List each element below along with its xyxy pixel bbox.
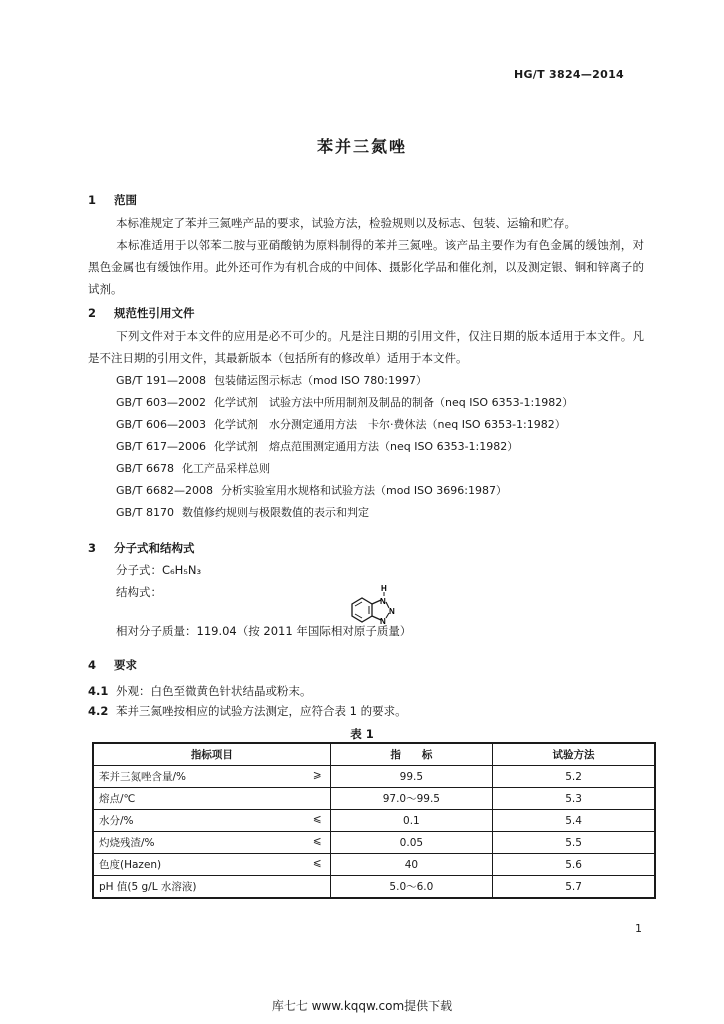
- structure-hydrogen-label: H: [381, 584, 387, 593]
- item-cell: [93, 810, 330, 832]
- document-title: 苯并三氮唑: [316, 137, 407, 156]
- table-row: [93, 854, 655, 876]
- item-cell: [93, 766, 330, 788]
- reference-item: [116, 416, 566, 432]
- molecular-formula: [116, 562, 201, 578]
- formula-label: 分子式：: [116, 563, 162, 577]
- structure-nitrogen-label-2: N: [389, 607, 395, 616]
- item-cell: [93, 788, 330, 810]
- reference-item: [116, 482, 507, 498]
- item-name: 水分/%: [99, 815, 134, 827]
- clause-number: 4.2: [88, 704, 109, 718]
- table-header-row: [93, 743, 655, 766]
- limit-symbol: ⩽: [312, 835, 322, 847]
- requirement-4-2: [88, 703, 407, 719]
- section-2-heading: [88, 305, 195, 321]
- reference-code: GB/T 191—2008: [116, 374, 206, 387]
- structure-nitrogen-label-1: N: [380, 597, 386, 606]
- reference-item: [116, 438, 518, 454]
- reference-code: GB/T 6678: [116, 462, 174, 475]
- section-number: 4: [88, 658, 97, 672]
- scope-paragraph-2: [88, 234, 644, 300]
- page-number: 1: [635, 922, 642, 935]
- structure-label: 结构式：: [116, 585, 162, 599]
- table-row: [93, 766, 655, 788]
- section-title: 要求: [114, 658, 137, 672]
- item-name: 色度(Hazen): [99, 859, 162, 871]
- method-cell: 5.4: [493, 810, 655, 832]
- clause-number: 4.1: [88, 684, 109, 698]
- table-row: [93, 788, 655, 810]
- molecular-mass: 相对分子质量：119.04（按 2011 年国际相对原子质量）: [116, 624, 412, 638]
- section-1-heading: [88, 192, 137, 208]
- reference-code: GB/T 603—2002: [116, 396, 206, 409]
- scope-text-2: 本标准适用于以邻苯二胺与亚硝酸钠为原料制得的苯并三氮唑。该产品主要作为有色金属的缓蚀剂，对黑色金属也有缓蚀作用。此外还可作为有机合成的中间体、摄影化学品和催化剂，以及测定银、铜和锌离子的试剂。: [88, 238, 644, 296]
- reference-item: [116, 372, 427, 388]
- requirements-table: [92, 742, 656, 899]
- section-title: 分子式和结构式: [114, 541, 195, 555]
- section-title: 规范性引用文件: [114, 306, 195, 320]
- reference-title: 分析实验室用水规格和试验方法（mod ISO 3696:1987）: [220, 484, 507, 497]
- clause-text: 苯并三氮唑按相应的试验方法测定，应符合表 1 的要求。: [116, 704, 407, 718]
- reference-title: 化学试剂 水分测定通用方法 卡尔·费休法（neq ISO 6353-1:1982）: [213, 418, 566, 431]
- column-header: 指标项目: [93, 743, 330, 766]
- section-4-heading: [88, 657, 137, 673]
- clause-text: 外观：白色至微黄色针状结晶或粉末。: [116, 684, 312, 698]
- value-cell: 0.1: [330, 810, 492, 832]
- reference-title: 化学试剂 熔点范围测定通用方法（neq ISO 6353-1:1982）: [213, 440, 519, 453]
- structure-nitrogen-label-3: N: [380, 617, 386, 626]
- item-name: 苯并三氮唑含量/%: [99, 771, 187, 783]
- item-name: 熔点/℃: [99, 793, 136, 805]
- reference-title: 化工产品采样总则: [182, 462, 270, 475]
- reference-item: [116, 460, 270, 476]
- download-footer: 库七七 www.kqqw.com提供下载: [271, 999, 453, 1013]
- value-cell: 99.5: [330, 766, 492, 788]
- reference-title: 包装储运图示标志（mod ISO 780:1997）: [213, 374, 427, 387]
- section-number: 1: [88, 193, 97, 207]
- requirement-4-1: [88, 683, 312, 699]
- item-name: pH 值(5 g/L 水溶液): [99, 881, 197, 893]
- reference-code: GB/T 6682—2008: [116, 484, 213, 497]
- value-cell: 40: [330, 854, 492, 876]
- reference-item: [116, 394, 573, 410]
- method-cell: 5.7: [493, 876, 655, 899]
- reference-code: GB/T 606—2003: [116, 418, 206, 431]
- method-cell: 5.5: [493, 832, 655, 854]
- reference-item: [116, 504, 369, 520]
- section-3-heading: [88, 540, 195, 556]
- reference-code: GB/T 617—2006: [116, 440, 206, 453]
- item-cell: [93, 854, 330, 876]
- method-cell: 5.2: [493, 766, 655, 788]
- column-header: 试验方法: [493, 743, 655, 766]
- reference-title: 化学试剂 试验方法中所用制剂及制品的制备（neq ISO 6353-1:1982）: [213, 396, 574, 409]
- limit-symbol: ⩾: [312, 769, 322, 781]
- table-title: 表 1: [350, 727, 374, 741]
- column-header: 指 标: [330, 743, 492, 766]
- item-cell: [93, 832, 330, 854]
- formula-value: C₆H₅N₃: [162, 563, 202, 577]
- table-row: [93, 876, 655, 899]
- table-row: [93, 810, 655, 832]
- scope-paragraph-1: [88, 212, 644, 234]
- limit-symbol: ⩽: [312, 813, 322, 825]
- reference-title: 数值修约规则与极限数值的表示和判定: [182, 506, 369, 519]
- method-cell: 5.3: [493, 788, 655, 810]
- limit-symbol: ⩽: [312, 857, 322, 869]
- value-cell: 5.0～6.0: [330, 876, 492, 899]
- table-row: [93, 832, 655, 854]
- item-name: 灼烧残渣/%: [99, 837, 155, 849]
- reference-code: GB/T 8170: [116, 506, 174, 519]
- item-cell: [93, 876, 330, 899]
- section-title: 范围: [114, 193, 137, 207]
- scope-text-1: 本标准规定了苯并三氮唑产品的要求，试验方法，检验规则以及标志、包装、运输和贮存。: [116, 216, 576, 230]
- method-cell: 5.6: [493, 854, 655, 876]
- value-cell: 97.0～99.5: [330, 788, 492, 810]
- normative-intro-text: 下列文件对于本文件的应用是必不可少的。凡是注日期的引用文件，仅注日期的版本适用于本文件。凡是不注日期的引用文件，其最新版本（包括所有的修改单）适用于本文件。: [88, 329, 644, 365]
- standard-code: HG/T 3824—2014: [513, 68, 624, 81]
- section-number: 3: [88, 541, 97, 555]
- value-cell: 0.05: [330, 832, 492, 854]
- section-number: 2: [88, 306, 97, 320]
- normative-intro: [88, 325, 644, 369]
